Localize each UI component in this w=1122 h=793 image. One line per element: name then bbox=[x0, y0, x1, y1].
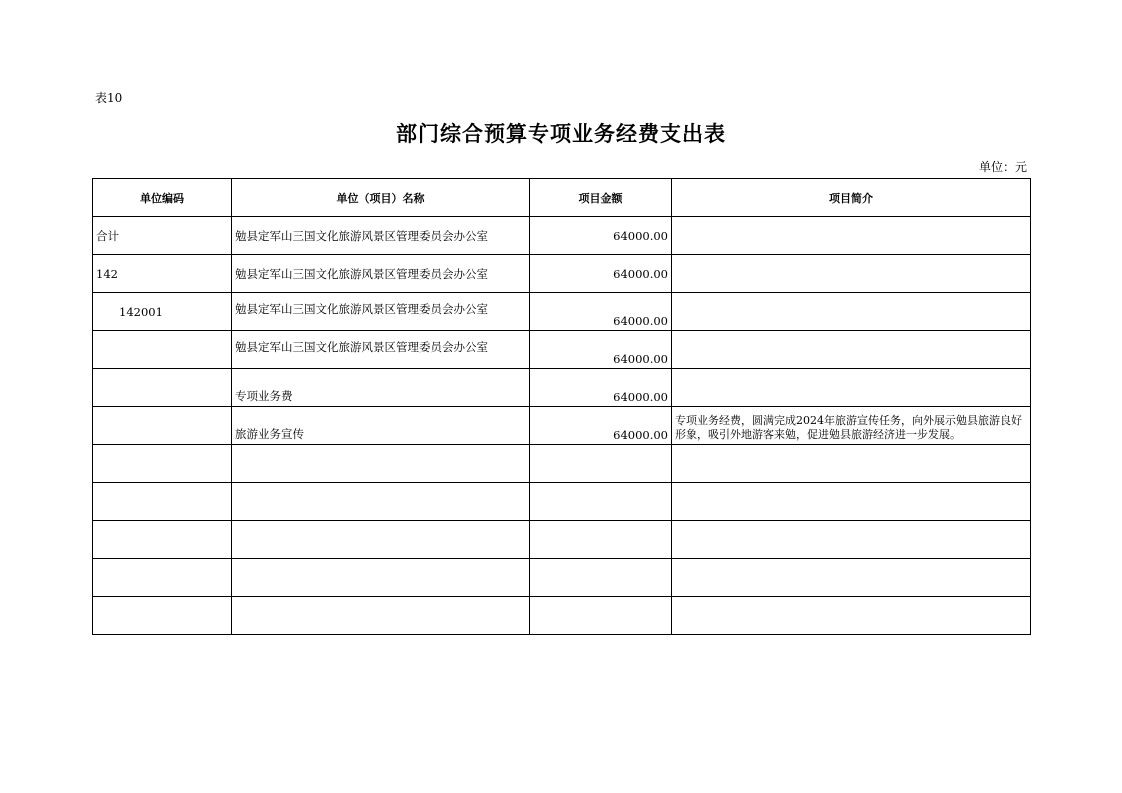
cell-intro bbox=[672, 331, 1031, 369]
table-number: 表10 bbox=[95, 91, 123, 105]
table-row bbox=[93, 559, 1031, 597]
cell-intro bbox=[672, 521, 1031, 559]
cell-code bbox=[93, 369, 232, 407]
cell-amount: 64000.00 bbox=[530, 217, 672, 255]
table-row bbox=[93, 445, 1031, 483]
table-row bbox=[93, 521, 1031, 559]
header-unit-name: 单位（项目）名称 bbox=[232, 179, 530, 217]
cell-code bbox=[93, 521, 232, 559]
table-header-row bbox=[93, 179, 1031, 217]
cell-amount bbox=[530, 521, 672, 559]
cell-intro bbox=[672, 217, 1031, 255]
table-row bbox=[93, 217, 1031, 255]
table-row bbox=[93, 293, 1031, 331]
cell-name: 勉县定军山三国文化旅游风景区管理委员会办公室 bbox=[232, 331, 530, 369]
cell-name: 勉县定军山三国文化旅游风景区管理委员会办公室 bbox=[232, 217, 530, 255]
cell-code bbox=[93, 331, 232, 369]
cell-name bbox=[232, 521, 530, 559]
cell-intro bbox=[672, 255, 1031, 293]
budget-table bbox=[92, 178, 1031, 635]
cell-intro bbox=[672, 597, 1031, 635]
cell-name: 勉县定军山三国文化旅游风景区管理委员会办公室 bbox=[232, 255, 530, 293]
cell-intro bbox=[672, 369, 1031, 407]
cell-code: 142001 bbox=[93, 293, 232, 331]
cell-code: 142 bbox=[93, 255, 232, 293]
table-row bbox=[93, 255, 1031, 293]
cell-amount bbox=[530, 559, 672, 597]
cell-amount: 64000.00 bbox=[530, 255, 672, 293]
cell-name bbox=[232, 483, 530, 521]
cell-amount: 64000.00 bbox=[530, 293, 672, 331]
cell-name bbox=[232, 445, 530, 483]
cell-amount: 64000.00 bbox=[530, 331, 672, 369]
page-title: 部门综合预算专项业务经费支出表 bbox=[396, 122, 726, 146]
cell-code bbox=[93, 483, 232, 521]
table-row bbox=[93, 331, 1031, 369]
cell-amount bbox=[530, 445, 672, 483]
cell-code bbox=[93, 407, 232, 445]
header-unit-code: 单位编码 bbox=[93, 179, 232, 217]
unit-label: 单位：元 bbox=[978, 160, 1027, 174]
cell-code: 合计 bbox=[93, 217, 232, 255]
cell-name bbox=[232, 597, 530, 635]
cell-code bbox=[93, 445, 232, 483]
header-amount: 项目金额 bbox=[530, 179, 672, 217]
cell-amount bbox=[530, 597, 672, 635]
cell-name: 勉县定军山三国文化旅游风景区管理委员会办公室 bbox=[232, 293, 530, 331]
cell-code bbox=[93, 559, 232, 597]
header-intro: 项目简介 bbox=[672, 179, 1031, 217]
cell-name bbox=[232, 559, 530, 597]
cell-intro bbox=[672, 559, 1031, 597]
table-row bbox=[93, 369, 1031, 407]
cell-intro bbox=[672, 483, 1031, 521]
cell-amount bbox=[530, 483, 672, 521]
table-row bbox=[93, 407, 1031, 445]
cell-intro bbox=[672, 293, 1031, 331]
cell-amount: 64000.00 bbox=[530, 369, 672, 407]
cell-name: 旅游业务宣传 bbox=[232, 407, 530, 445]
cell-amount: 64000.00 bbox=[530, 407, 672, 445]
table-row bbox=[93, 597, 1031, 635]
cell-name: 专项业务费 bbox=[232, 369, 530, 407]
cell-intro: 专项业务经费，圆满完成2024年旅游宣传任务，向外展示勉县旅游良好形象，吸引外地游客来勉，促进勉县旅游经济进一步发展。 bbox=[672, 407, 1031, 445]
cell-code bbox=[93, 597, 232, 635]
cell-intro bbox=[672, 445, 1031, 483]
table-row bbox=[93, 483, 1031, 521]
